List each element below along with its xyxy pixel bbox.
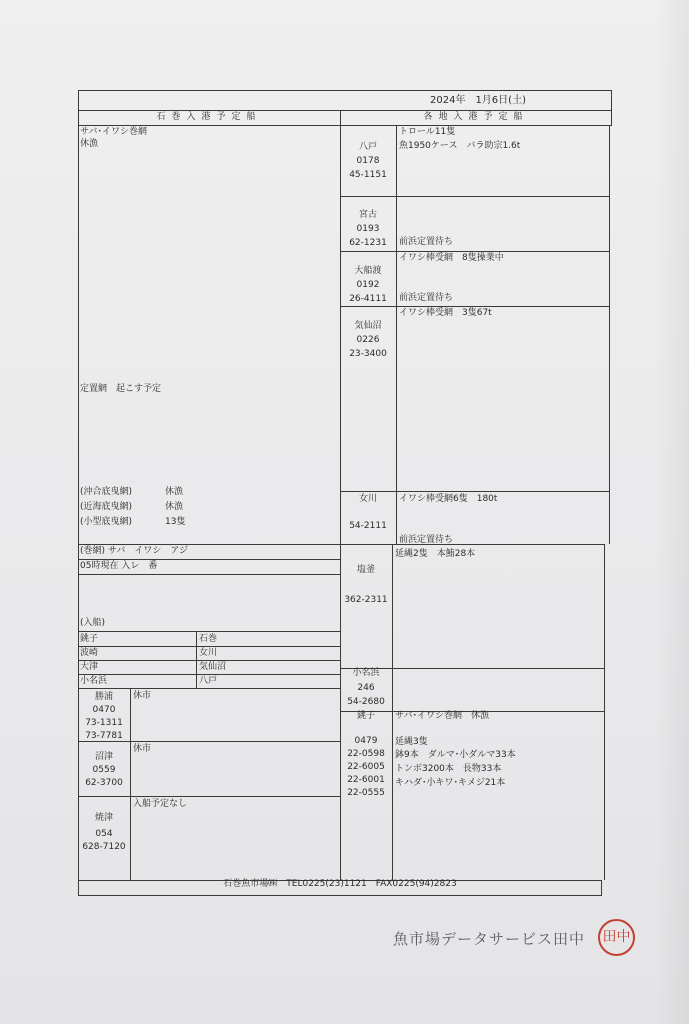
nyusen-to: 石巻 <box>199 634 218 644</box>
date: 2024年 1月6日(土) <box>430 95 526 106</box>
port-tel: 54-2111 <box>349 521 387 531</box>
port-tel: 22-0555 <box>347 788 385 798</box>
rule <box>340 251 610 252</box>
rule <box>78 544 340 545</box>
port-report: 魚1950ケース バラ助宗1.6t <box>399 141 521 151</box>
port-tel: 362-2311 <box>344 595 388 605</box>
port-tel: 73-1311 <box>85 718 123 728</box>
rule <box>78 660 340 661</box>
rule <box>609 125 610 544</box>
rule <box>78 646 340 647</box>
port-name: 八戸 <box>358 142 377 152</box>
port-name: 塩釜 <box>356 565 375 575</box>
rule <box>78 631 340 632</box>
nyusen-from: 波崎 <box>80 648 99 658</box>
port-tel: 22-0598 <box>347 749 385 759</box>
port-report: イワシ棒受網 8隻操業中 <box>399 253 504 263</box>
port-tel: 0192 <box>356 280 380 290</box>
nyusen-to: 女川 <box>199 648 218 658</box>
rule <box>196 631 197 688</box>
makiami-status: 05時現在 入レ 番 <box>80 561 158 571</box>
right-header: 各地入港予定船 <box>423 112 529 122</box>
port-bottom-note: 前浜定置待ち <box>399 293 454 303</box>
trawl-name: (近海底曳網) <box>80 502 133 512</box>
rule <box>340 544 605 545</box>
port-report: トンボ3200本 長物33本 <box>395 764 502 774</box>
makiami-label: (巻網) サバ イワシ アジ <box>80 546 188 556</box>
port-note: 休市 <box>133 744 152 754</box>
rule <box>78 110 612 111</box>
port-name: 銚子 <box>356 711 375 721</box>
rule <box>130 688 131 880</box>
port-tel: 45-1151 <box>349 170 387 180</box>
port-report: キハダ･小キワ･キメジ21本 <box>395 778 506 788</box>
rule <box>392 544 393 880</box>
rule <box>78 574 340 575</box>
port-report: イワシ棒受網 3隻67t <box>399 308 492 318</box>
port-report: イワシ棒受網6隻 180t <box>399 494 498 504</box>
rule <box>78 559 340 560</box>
port-tel: 0559 <box>92 765 116 775</box>
port-name: 焼津 <box>94 813 113 823</box>
rule <box>78 90 612 91</box>
rule <box>396 125 397 544</box>
rule <box>340 306 610 307</box>
port-tel: 0226 <box>356 335 380 345</box>
port-tel: 0470 <box>92 705 116 715</box>
port-tel: 246 <box>357 683 375 693</box>
trawl-status: 休漁 <box>165 487 184 497</box>
port-report: 延縄3隻 <box>395 737 428 747</box>
port-tel: 54-2680 <box>347 697 385 707</box>
rule <box>340 491 610 492</box>
port-bottom-note: 前浜定置待ち <box>399 237 454 247</box>
trawl-status: 休漁 <box>165 502 184 512</box>
port-tel: 62-1231 <box>349 238 387 248</box>
nyusen-to: 八戸 <box>199 676 218 686</box>
port-tel: 628-7120 <box>82 842 126 852</box>
nyusen-from: 大津 <box>80 662 99 672</box>
rule <box>78 796 340 797</box>
nyusen-from: 小名浜 <box>80 676 108 686</box>
port-tel: 0178 <box>356 156 380 166</box>
rule <box>78 674 340 675</box>
port-name: 気仙沼 <box>354 321 382 331</box>
port-note: 入船予定なし <box>133 799 188 809</box>
port-name: 大船渡 <box>354 266 382 276</box>
kyugyo-label: 休漁 <box>80 139 99 149</box>
trawl-status: 13隻 <box>165 517 186 527</box>
port-tel: 23-3400 <box>349 349 387 359</box>
port-tel: 0193 <box>356 224 380 234</box>
port-name: 女川 <box>358 494 377 504</box>
port-report: 鉢9本 ダルマ･小ダルマ33本 <box>395 750 516 760</box>
port-tel: 0479 <box>354 736 378 746</box>
rule <box>78 895 602 896</box>
port-tel: 22-6005 <box>347 762 385 772</box>
market-contact: 石巻魚市場㈱ TEL0225(23)1121 FAX0225(94)2823 <box>223 879 457 889</box>
port-name: 宮古 <box>358 210 377 220</box>
port-bottom-note: 前浜定置待ち <box>399 535 454 545</box>
port-name: 小名浜 <box>352 668 380 678</box>
port-tel: 22-6001 <box>347 775 385 785</box>
rule <box>340 196 610 197</box>
nyusen-to: 気仙沼 <box>199 662 227 672</box>
port-tel: 054 <box>95 829 113 839</box>
port-note: 休市 <box>133 691 152 701</box>
nyusen-label: (入船) <box>80 618 106 628</box>
trawl-name: (小型底曳網) <box>80 517 133 527</box>
port-report: トロール11隻 <box>399 127 456 137</box>
seal-text: 田中 <box>602 929 631 945</box>
port-report: 延縄2隻 本鮪28本 <box>395 549 476 559</box>
port-name: 沼津 <box>94 752 113 762</box>
rule <box>78 688 340 689</box>
port-report: サバ･イワシ巻網 休漁 <box>395 711 489 721</box>
port-name: 勝浦 <box>94 692 113 702</box>
saba-iwashi-label: サバ･イワシ巻網 <box>80 127 147 137</box>
port-tel: 62-3700 <box>85 778 123 788</box>
port-tel: 73-7781 <box>85 731 123 741</box>
rule <box>78 125 612 126</box>
port-tel: 26-4111 <box>349 294 387 304</box>
signature: 魚市場データサービス田中 <box>393 930 586 948</box>
teichi-label: 定置網 起こす予定 <box>80 384 162 394</box>
trawl-name: (沖合底曳網) <box>80 487 133 497</box>
rule <box>604 544 605 880</box>
seal-stamp <box>598 919 635 956</box>
nyusen-from: 銚子 <box>80 634 99 644</box>
left-header: 石巻入港予定船 <box>156 112 262 122</box>
